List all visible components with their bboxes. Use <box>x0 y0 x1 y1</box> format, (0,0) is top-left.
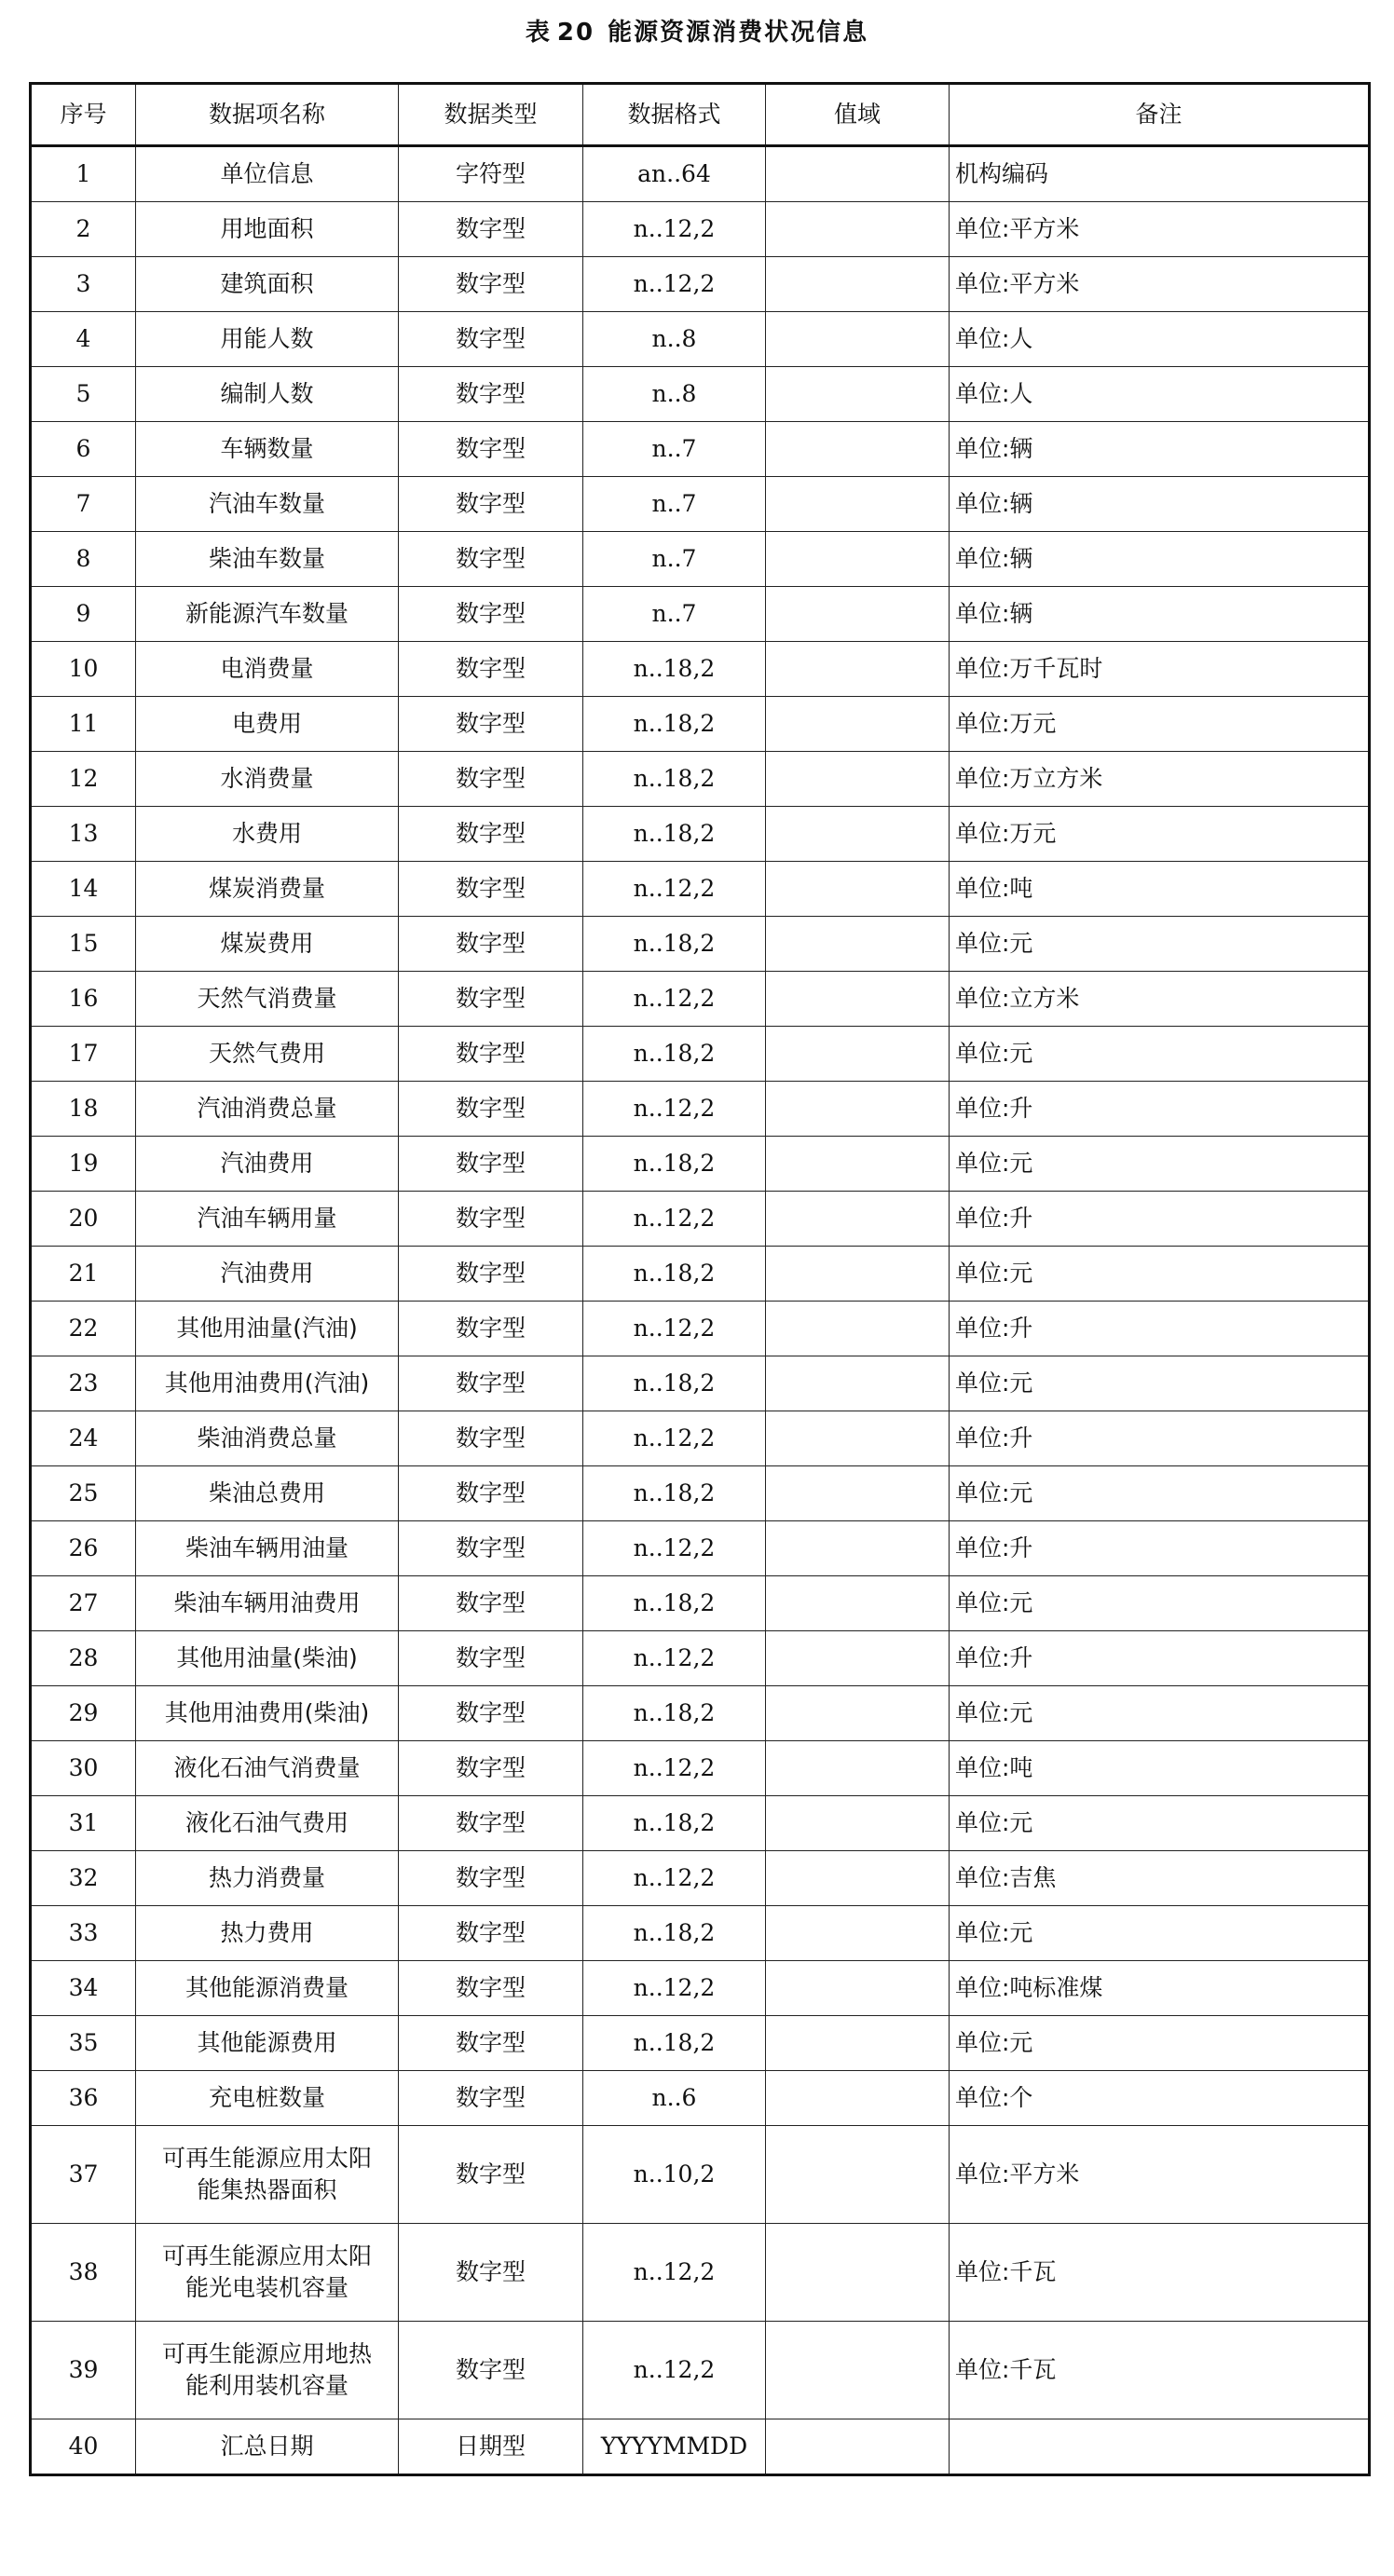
energy-consumption-table <box>29 82 1371 2476</box>
table-row <box>31 202 1370 257</box>
cell-remarks: 单位:元 <box>950 1247 1370 1302</box>
cell-data-format: n..18,2 <box>583 1027 766 1082</box>
cell-remarks: 单位:万千瓦时 <box>950 642 1370 697</box>
table-row <box>31 422 1370 477</box>
table-row <box>31 642 1370 697</box>
table-title-text: 能源资源消费状况信息 <box>608 19 869 47</box>
cell-item-name: 电消费量 <box>136 642 399 697</box>
cell-data-format: n..18,2 <box>583 1906 766 1961</box>
cell-data-type: 数字型 <box>399 1961 583 2016</box>
cell-data-type: 数字型 <box>399 1686 583 1741</box>
cell-remarks: 单位:吉焦 <box>950 1851 1370 1906</box>
cell-remarks: 单位:人 <box>950 367 1370 422</box>
cell-data-type: 数字型 <box>399 2224 583 2322</box>
cell-index: 24 <box>31 1411 136 1466</box>
cell-index: 8 <box>31 532 136 587</box>
cell-index: 6 <box>31 422 136 477</box>
cell-remarks: 单位:升 <box>950 1302 1370 1356</box>
table-row <box>31 2322 1370 2419</box>
table-row <box>31 2016 1370 2071</box>
cell-remarks: 单位:万元 <box>950 807 1370 862</box>
cell-remarks: 单位:个 <box>950 2071 1370 2126</box>
cell-index: 37 <box>31 2126 136 2224</box>
cell-remarks: 机构编码 <box>950 146 1370 202</box>
cell-data-type: 数字型 <box>399 1137 583 1192</box>
cell-data-type: 数字型 <box>399 1576 583 1631</box>
cell-index: 28 <box>31 1631 136 1686</box>
cell-item-name: 柴油总费用 <box>136 1466 399 1521</box>
cell-item-name: 其他用油量(柴油) <box>136 1631 399 1686</box>
cell-data-type: 数字型 <box>399 312 583 367</box>
cell-item-name: 柴油消费总量 <box>136 1411 399 1466</box>
header-item-name: 数据项名称 <box>136 84 399 146</box>
cell-data-type: 数字型 <box>399 1411 583 1466</box>
cell-data-format: n..7 <box>583 477 766 532</box>
cell-data-type: 数字型 <box>399 862 583 917</box>
cell-data-format: n..12,2 <box>583 862 766 917</box>
cell-remarks: 单位:升 <box>950 1631 1370 1686</box>
cell-item-name: 车辆数量 <box>136 422 399 477</box>
cell-index: 1 <box>31 146 136 202</box>
cell-value-range <box>766 2016 950 2071</box>
cell-item-name <box>136 2322 399 2419</box>
table-row <box>31 1576 1370 1631</box>
cell-value-range <box>766 422 950 477</box>
cell-index: 35 <box>31 2016 136 2071</box>
cell-data-type: 数字型 <box>399 752 583 807</box>
table-row <box>31 2224 1370 2322</box>
cell-value-range <box>766 1466 950 1521</box>
cell-data-type: 数字型 <box>399 1027 583 1082</box>
cell-value-range <box>766 367 950 422</box>
cell-value-range <box>766 1411 950 1466</box>
cell-item-name: 汽油消费总量 <box>136 1082 399 1137</box>
cell-remarks: 单位:平方米 <box>950 202 1370 257</box>
cell-value-range <box>766 917 950 972</box>
cell-item-name: 汽油费用 <box>136 1247 399 1302</box>
cell-data-format: n..18,2 <box>583 752 766 807</box>
cell-data-format: n..18,2 <box>583 917 766 972</box>
cell-value-range <box>766 862 950 917</box>
header-index: 序号 <box>31 84 136 146</box>
cell-item-name: 天然气消费量 <box>136 972 399 1027</box>
cell-data-type: 数字型 <box>399 2126 583 2224</box>
cell-index: 39 <box>31 2322 136 2419</box>
cell-index: 29 <box>31 1686 136 1741</box>
cell-value-range <box>766 146 950 202</box>
cell-remarks: 单位:元 <box>950 917 1370 972</box>
cell-item-name: 新能源汽车数量 <box>136 587 399 642</box>
cell-remarks: 单位:元 <box>950 1906 1370 1961</box>
cell-index: 4 <box>31 312 136 367</box>
cell-item-name: 柴油车辆用油量 <box>136 1521 399 1576</box>
cell-data-type: 数字型 <box>399 1302 583 1356</box>
cell-data-type: 数字型 <box>399 697 583 752</box>
cell-data-type: 数字型 <box>399 1906 583 1961</box>
cell-value-range <box>766 1961 950 2016</box>
cell-data-type: 数字型 <box>399 587 583 642</box>
cell-data-format: n..8 <box>583 367 766 422</box>
cell-data-type: 数字型 <box>399 2016 583 2071</box>
table-row <box>31 367 1370 422</box>
cell-value-range <box>766 1576 950 1631</box>
cell-data-format: n..12,2 <box>583 1741 766 1796</box>
table-body <box>31 146 1370 2475</box>
cell-item-name: 汽油车数量 <box>136 477 399 532</box>
table-row <box>31 1631 1370 1686</box>
cell-data-type: 数字型 <box>399 477 583 532</box>
cell-item-name: 汇总日期 <box>136 2419 399 2475</box>
cell-data-format: an..64 <box>583 146 766 202</box>
cell-data-format: n..18,2 <box>583 1247 766 1302</box>
cell-data-type: 数字型 <box>399 202 583 257</box>
cell-data-type: 数字型 <box>399 2071 583 2126</box>
cell-index: 7 <box>31 477 136 532</box>
cell-remarks: 单位:吨标准煤 <box>950 1961 1370 2016</box>
cell-item-name: 其他用油费用(柴油) <box>136 1686 399 1741</box>
cell-index: 3 <box>31 257 136 312</box>
table-row <box>31 1082 1370 1137</box>
cell-remarks: 单位:平方米 <box>950 2126 1370 2224</box>
cell-data-format: n..7 <box>583 532 766 587</box>
cell-value-range <box>766 1247 950 1302</box>
table-row <box>31 2419 1370 2475</box>
cell-value-range <box>766 1356 950 1411</box>
cell-data-type: 数字型 <box>399 1356 583 1411</box>
cell-item-name: 柴油车辆用油费用 <box>136 1576 399 1631</box>
cell-value-range <box>766 1851 950 1906</box>
table-row <box>31 1302 1370 1356</box>
cell-index: 33 <box>31 1906 136 1961</box>
cell-value-range <box>766 1192 950 1247</box>
cell-data-format: n..12,2 <box>583 1192 766 1247</box>
cell-item-name: 充电桩数量 <box>136 2071 399 2126</box>
cell-index: 20 <box>31 1192 136 1247</box>
cell-index: 26 <box>31 1521 136 1576</box>
cell-item-name: 水消费量 <box>136 752 399 807</box>
cell-item-name: 煤炭费用 <box>136 917 399 972</box>
cell-remarks: 单位:万立方米 <box>950 752 1370 807</box>
cell-remarks: 单位:人 <box>950 312 1370 367</box>
cell-value-range <box>766 642 950 697</box>
cell-remarks: 单位:辆 <box>950 422 1370 477</box>
cell-item-name <box>136 2126 399 2224</box>
cell-item-name: 天然气费用 <box>136 1027 399 1082</box>
table-header-row <box>31 84 1370 146</box>
cell-remarks: 单位:辆 <box>950 532 1370 587</box>
table-row <box>31 1137 1370 1192</box>
table-row <box>31 257 1370 312</box>
cell-data-type: 数字型 <box>399 807 583 862</box>
cell-item-name: 编制人数 <box>136 367 399 422</box>
table-row <box>31 1906 1370 1961</box>
table-row <box>31 1521 1370 1576</box>
table-row <box>31 1411 1370 1466</box>
cell-value-range <box>766 752 950 807</box>
cell-index: 15 <box>31 917 136 972</box>
table-row <box>31 807 1370 862</box>
cell-value-range <box>766 257 950 312</box>
cell-data-format: YYYYMMDD <box>583 2419 766 2475</box>
cell-data-format: n..12,2 <box>583 257 766 312</box>
table-row <box>31 532 1370 587</box>
cell-remarks: 单位:升 <box>950 1192 1370 1247</box>
cell-data-type: 数字型 <box>399 1247 583 1302</box>
cell-value-range <box>766 1906 950 1961</box>
cell-value-range <box>766 532 950 587</box>
cell-item-name: 热力费用 <box>136 1906 399 1961</box>
cell-value-range <box>766 587 950 642</box>
cell-data-type: 字符型 <box>399 146 583 202</box>
cell-index: 32 <box>31 1851 136 1906</box>
cell-data-type: 数字型 <box>399 1851 583 1906</box>
table-row <box>31 1466 1370 1521</box>
cell-value-range <box>766 972 950 1027</box>
cell-remarks: 单位:平方米 <box>950 257 1370 312</box>
cell-item-name-line: 能集热器面积 <box>197 2176 337 2203</box>
table-row <box>31 146 1370 202</box>
cell-data-format: n..12,2 <box>583 1851 766 1906</box>
header-data-type: 数据类型 <box>399 84 583 146</box>
cell-data-type: 数字型 <box>399 257 583 312</box>
cell-data-format: n..12,2 <box>583 202 766 257</box>
header-data-format: 数据格式 <box>583 84 766 146</box>
header-value-range: 值域 <box>766 84 950 146</box>
cell-data-type: 数字型 <box>399 422 583 477</box>
cell-index: 22 <box>31 1302 136 1356</box>
cell-data-format: n..18,2 <box>583 2016 766 2071</box>
cell-data-format: n..12,2 <box>583 1302 766 1356</box>
cell-data-format: n..18,2 <box>583 1576 766 1631</box>
cell-item-name: 其他用油量(汽油) <box>136 1302 399 1356</box>
table-title-number: 20 <box>556 19 595 47</box>
cell-data-format: n..10,2 <box>583 2126 766 2224</box>
cell-data-format: n..18,2 <box>583 1466 766 1521</box>
cell-item-name-line: 可再生能源应用太阳 <box>161 2242 372 2269</box>
cell-index: 27 <box>31 1576 136 1631</box>
cell-value-range <box>766 202 950 257</box>
cell-value-range <box>766 477 950 532</box>
cell-index: 31 <box>31 1796 136 1851</box>
cell-data-type: 数字型 <box>399 642 583 697</box>
cell-data-format: n..18,2 <box>583 1137 766 1192</box>
cell-data-type: 数字型 <box>399 917 583 972</box>
table-row <box>31 312 1370 367</box>
cell-value-range <box>766 807 950 862</box>
cell-value-range <box>766 2224 950 2322</box>
cell-data-format: n..12,2 <box>583 1521 766 1576</box>
cell-item-name: 建筑面积 <box>136 257 399 312</box>
cell-index: 19 <box>31 1137 136 1192</box>
cell-index: 12 <box>31 752 136 807</box>
table-row <box>31 917 1370 972</box>
cell-value-range <box>766 1686 950 1741</box>
cell-value-range <box>766 1302 950 1356</box>
cell-remarks: 单位:辆 <box>950 587 1370 642</box>
cell-item-name: 其他用油费用(汽油) <box>136 1356 399 1411</box>
cell-data-format: n..18,2 <box>583 1796 766 1851</box>
cell-remarks: 单位:吨 <box>950 862 1370 917</box>
cell-data-type: 数字型 <box>399 2322 583 2419</box>
cell-item-name: 其他能源消费量 <box>136 1961 399 2016</box>
cell-item-name: 电费用 <box>136 697 399 752</box>
cell-item-name: 液化石油气消费量 <box>136 1741 399 1796</box>
cell-index: 11 <box>31 697 136 752</box>
cell-remarks <box>950 2419 1370 2475</box>
header-remarks: 备注 <box>950 84 1370 146</box>
cell-item-name: 汽油车辆用量 <box>136 1192 399 1247</box>
cell-index: 38 <box>31 2224 136 2322</box>
cell-remarks: 单位:升 <box>950 1521 1370 1576</box>
cell-remarks: 单位:元 <box>950 1466 1370 1521</box>
table-row <box>31 477 1370 532</box>
cell-remarks: 单位:元 <box>950 1686 1370 1741</box>
cell-value-range <box>766 2419 950 2475</box>
cell-data-format: n..12,2 <box>583 1961 766 2016</box>
cell-value-range <box>766 1027 950 1082</box>
cell-data-format: n..12,2 <box>583 1411 766 1466</box>
table-row <box>31 1961 1370 2016</box>
table-title-prefix: 表 <box>525 19 552 47</box>
cell-data-format: n..12,2 <box>583 972 766 1027</box>
table-row <box>31 1247 1370 1302</box>
cell-remarks: 单位:元 <box>950 2016 1370 2071</box>
cell-index: 30 <box>31 1741 136 1796</box>
table-row <box>31 1027 1370 1082</box>
cell-remarks: 单位:元 <box>950 1796 1370 1851</box>
cell-item-name: 水费用 <box>136 807 399 862</box>
cell-value-range <box>766 312 950 367</box>
cell-data-type: 数字型 <box>399 1741 583 1796</box>
cell-remarks: 单位:千瓦 <box>950 2224 1370 2322</box>
cell-item-name-line: 可再生能源应用地热 <box>161 2340 372 2367</box>
cell-value-range <box>766 1741 950 1796</box>
cell-item-name: 热力消费量 <box>136 1851 399 1906</box>
cell-value-range <box>766 1137 950 1192</box>
cell-item-name: 液化石油气费用 <box>136 1796 399 1851</box>
cell-remarks: 单位:元 <box>950 1576 1370 1631</box>
cell-data-format: n..18,2 <box>583 1686 766 1741</box>
cell-index: 9 <box>31 587 136 642</box>
table-row <box>31 587 1370 642</box>
cell-item-name: 煤炭消费量 <box>136 862 399 917</box>
cell-index: 36 <box>31 2071 136 2126</box>
cell-value-range <box>766 2071 950 2126</box>
cell-value-range <box>766 1521 950 1576</box>
cell-value-range <box>766 2126 950 2224</box>
cell-item-name-line: 能利用装机容量 <box>184 2372 348 2399</box>
cell-remarks: 单位:立方米 <box>950 972 1370 1027</box>
cell-item-name-line: 可再生能源应用太阳 <box>161 2145 372 2172</box>
table-row <box>31 1356 1370 1411</box>
cell-index: 10 <box>31 642 136 697</box>
cell-item-name <box>136 2224 399 2322</box>
cell-item-name: 单位信息 <box>136 146 399 202</box>
cell-data-type: 数字型 <box>399 1521 583 1576</box>
cell-data-format: n..12,2 <box>583 2322 766 2419</box>
cell-data-format: n..6 <box>583 2071 766 2126</box>
cell-data-format: n..12,2 <box>583 1631 766 1686</box>
cell-value-range <box>766 697 950 752</box>
cell-item-name-line: 能光电装机容量 <box>184 2274 348 2301</box>
cell-index: 21 <box>31 1247 136 1302</box>
cell-data-format: n..7 <box>583 422 766 477</box>
cell-index: 17 <box>31 1027 136 1082</box>
table-row <box>31 1796 1370 1851</box>
cell-item-name: 其他能源费用 <box>136 2016 399 2071</box>
cell-data-type: 数字型 <box>399 1192 583 1247</box>
cell-data-format: n..18,2 <box>583 697 766 752</box>
table-row <box>31 862 1370 917</box>
cell-item-name: 柴油车数量 <box>136 532 399 587</box>
cell-index: 13 <box>31 807 136 862</box>
table-row <box>31 752 1370 807</box>
cell-data-format: n..7 <box>583 587 766 642</box>
cell-data-type: 数字型 <box>399 1466 583 1521</box>
cell-data-type: 数字型 <box>399 1631 583 1686</box>
cell-data-format: n..18,2 <box>583 807 766 862</box>
cell-data-type: 数字型 <box>399 532 583 587</box>
cell-data-type: 数字型 <box>399 1796 583 1851</box>
cell-item-name: 用能人数 <box>136 312 399 367</box>
cell-data-format: n..12,2 <box>583 1082 766 1137</box>
cell-index: 14 <box>31 862 136 917</box>
cell-data-type: 数字型 <box>399 367 583 422</box>
cell-remarks: 单位:升 <box>950 1082 1370 1137</box>
cell-index: 34 <box>31 1961 136 2016</box>
cell-data-format: n..12,2 <box>583 2224 766 2322</box>
cell-remarks: 单位:千瓦 <box>950 2322 1370 2419</box>
cell-remarks: 单位:升 <box>950 1411 1370 1466</box>
cell-item-name: 汽油费用 <box>136 1137 399 1192</box>
cell-remarks: 单位:元 <box>950 1356 1370 1411</box>
cell-data-format: n..18,2 <box>583 642 766 697</box>
cell-index: 16 <box>31 972 136 1027</box>
cell-index: 18 <box>31 1082 136 1137</box>
cell-item-name: 用地面积 <box>136 202 399 257</box>
table-row <box>31 1192 1370 1247</box>
cell-value-range <box>766 1082 950 1137</box>
cell-remarks: 单位:元 <box>950 1137 1370 1192</box>
cell-remarks: 单位:万元 <box>950 697 1370 752</box>
cell-data-format: n..8 <box>583 312 766 367</box>
cell-index: 40 <box>31 2419 136 2475</box>
cell-value-range <box>766 2322 950 2419</box>
table-row <box>31 697 1370 752</box>
table-row <box>31 972 1370 1027</box>
cell-data-type: 数字型 <box>399 1082 583 1137</box>
table-row <box>31 1686 1370 1741</box>
cell-data-type: 数字型 <box>399 972 583 1027</box>
cell-index: 5 <box>31 367 136 422</box>
table-row <box>31 1741 1370 1796</box>
cell-index: 23 <box>31 1356 136 1411</box>
table-row <box>31 2071 1370 2126</box>
cell-index: 2 <box>31 202 136 257</box>
cell-data-format: n..18,2 <box>583 1356 766 1411</box>
cell-index: 25 <box>31 1466 136 1521</box>
table-row <box>31 1851 1370 1906</box>
cell-value-range <box>766 1631 950 1686</box>
cell-remarks: 单位:吨 <box>950 1741 1370 1796</box>
table-title <box>0 13 1394 48</box>
table-row <box>31 2126 1370 2224</box>
cell-remarks: 单位:辆 <box>950 477 1370 532</box>
cell-remarks: 单位:元 <box>950 1027 1370 1082</box>
cell-value-range <box>766 1796 950 1851</box>
cell-data-type: 日期型 <box>399 2419 583 2475</box>
